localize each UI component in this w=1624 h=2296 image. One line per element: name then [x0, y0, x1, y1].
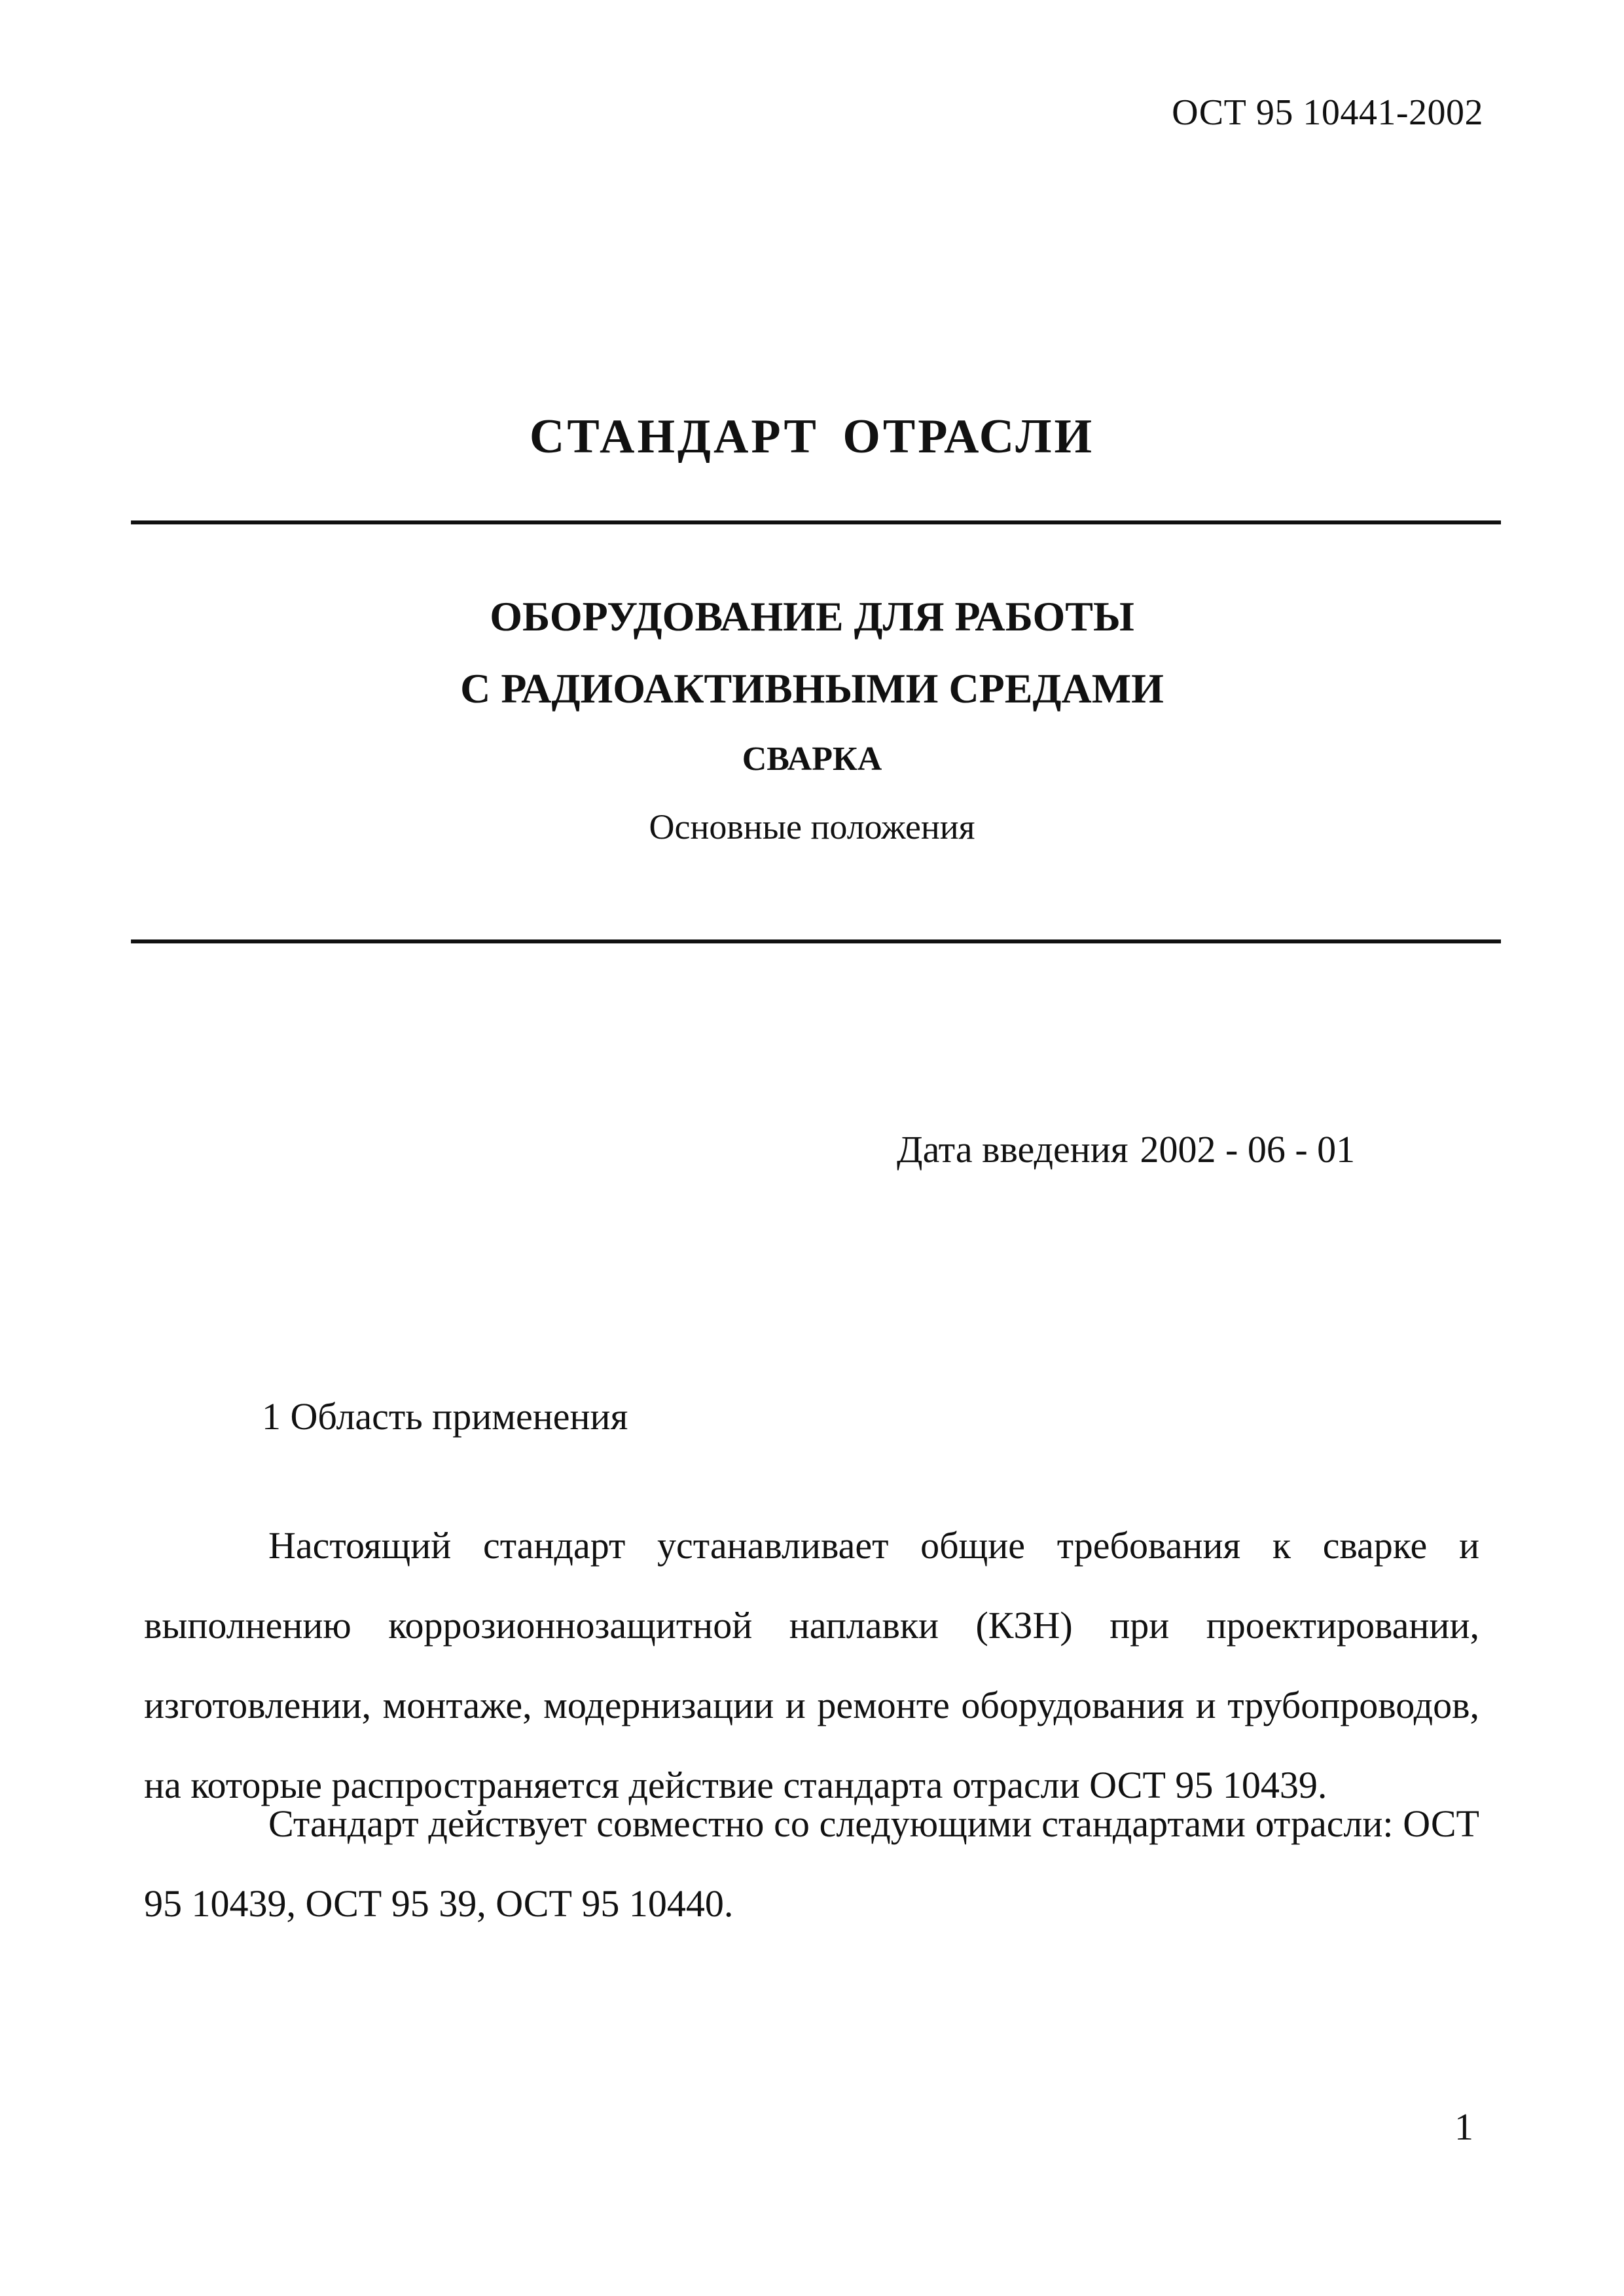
bottom-divider [131, 939, 1501, 943]
subject-subtitle: Основные положения [649, 807, 975, 847]
standard-type-title: СТАНДАРТ ОТРАСЛИ [529, 410, 1095, 464]
body-paragraph: Настоящий стандарт устанавливает общие требования к сварке и выполнению коррозионнозащитной наплавки (КЗН) при проектировании, изготовлении, монтаже, модернизации и ремонте оборудования и трубопроводов, на которые распространяется действие стандарта отрасли ОСТ 95 10439. [144, 1524, 1479, 1806]
page-number: 1 [1454, 2105, 1473, 2148]
document-code: ОСТ 95 10441-2002 [1172, 92, 1483, 133]
subject-title-line-1: ОБОРУДОВАНИЕ ДЛЯ РАБОТЫ [490, 593, 1134, 640]
subject-title-line-2: С РАДИОАКТИВНЫМИ СРЕДАМИ [460, 665, 1164, 712]
top-divider [131, 520, 1501, 524]
section-heading: 1 Область применения [262, 1395, 628, 1438]
introduction-date [897, 1127, 1355, 1171]
subject-title-line-3: СВАРКА [742, 740, 882, 778]
introduction-date-value: 2002 - 06 - 01 [1140, 1128, 1356, 1171]
body-paragraph: Стандарт действует совместно со следующими стандартами отрасли: ОСТ 95 10439, ОСТ 95 39, ОСТ 95 10440. [144, 1802, 1479, 1925]
introduction-date-label: Дата введения [897, 1128, 1128, 1171]
